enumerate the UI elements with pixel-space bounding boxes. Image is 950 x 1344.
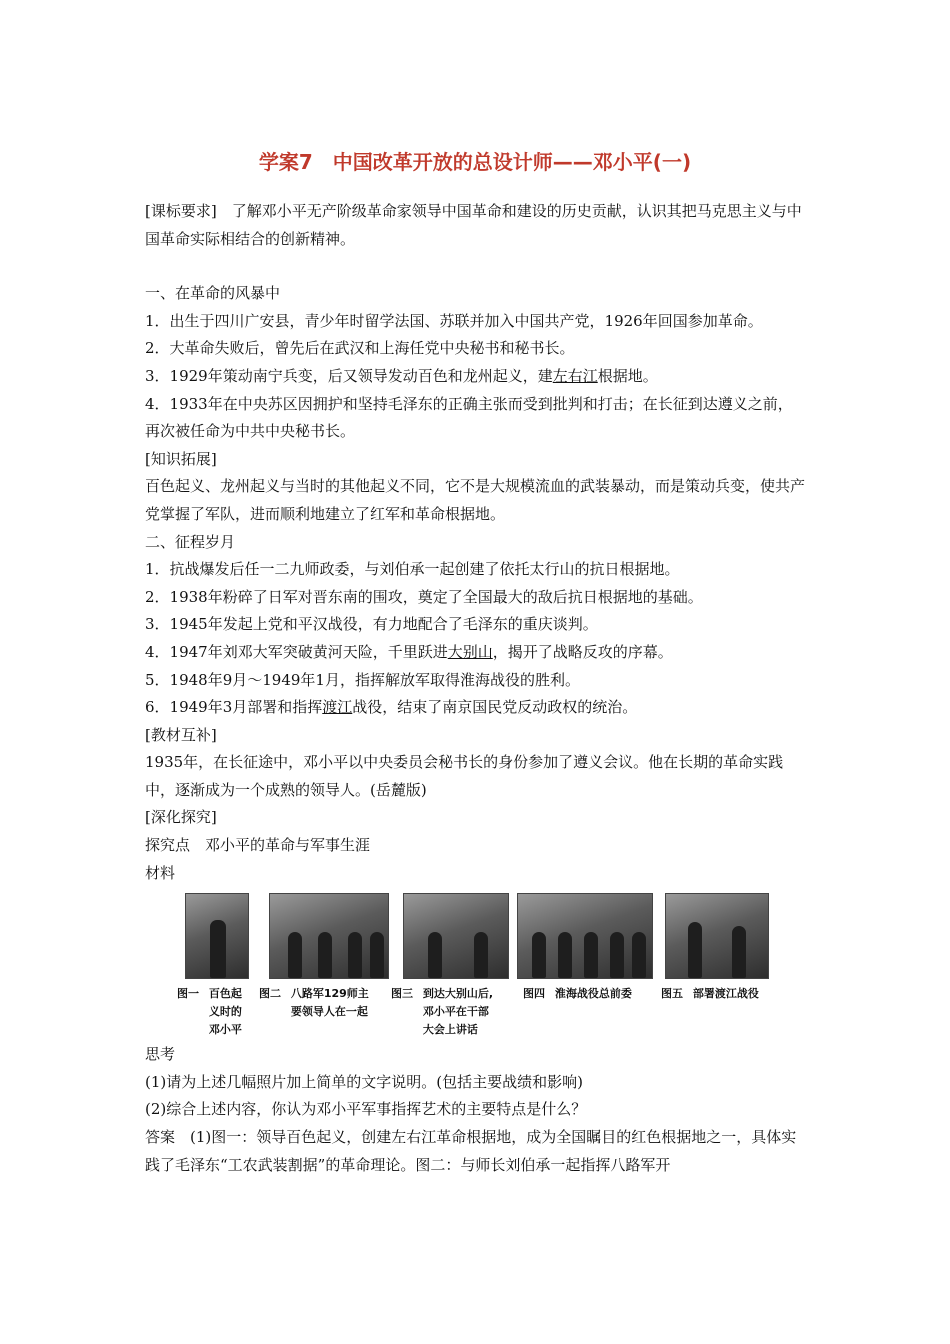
textbook-text: 1935年，在长征途中，邓小平以中央委员会秘书长的身份参加了遵义会议。他在长期的革命实践中，逐渐成为一个成熟的领导人。(岳麓版): [145, 753, 784, 799]
list-item: [145, 694, 805, 722]
list-item: 2．1938年粉碎了日军对晋东南的围攻，奠定了全国最大的敌后抗日根据地的基础。: [145, 587, 703, 606]
underlined-term: 左右江: [552, 366, 598, 385]
list-item: 4．1933年在中央苏区因拥护和坚持毛泽东的正确主张而受到批判和打击；在长征到达遵义之前，再次被任命为中共中央秘书长。: [145, 394, 793, 441]
text-segment: 战役，结束了南京国民党反动政权的统治。: [352, 698, 638, 717]
caption-line: 邓小平: [208, 1023, 242, 1037]
deep-label: [深化探究]: [145, 808, 217, 827]
figure-caption-2: [259, 985, 369, 1021]
figure-number: 图四: [523, 987, 545, 1001]
underlined-term: 大别山: [447, 642, 493, 661]
figure-caption-text: [209, 985, 242, 1039]
requirement-label: [课标要求]: [145, 202, 217, 220]
photo-1: [185, 893, 249, 979]
caption-line: 八路军129师主: [290, 987, 369, 1001]
caption-line: 义时的: [208, 1005, 242, 1019]
answer-text: 答案 (1)图一：领导百色起义，创建左右江革命根据地，成为全国瞩目的红色根据地之一，具体实践了毛泽东“工农武装割据”的革命理论。图二：与师长刘伯承一起指挥八路军开: [145, 1128, 797, 1174]
list-item: [145, 639, 805, 667]
underlined-term: 渡江: [322, 698, 353, 717]
figure-caption-text: [423, 985, 493, 1039]
photo-5: [665, 893, 769, 979]
list-item: [145, 363, 805, 391]
photo-2: [269, 893, 389, 979]
text-segment: 根据地。: [597, 366, 658, 385]
list-item: 2．大革命失败后，曾先后在武汉和上海任党中央秘书和秘书长。: [145, 339, 575, 358]
page-title: 学案7 中国改革开放的总设计师——邓小平(一): [258, 150, 692, 174]
caption-line: 部署渡江战役: [692, 987, 759, 1001]
photo-4: [517, 893, 653, 979]
caption-line: 淮海战役总前委: [554, 987, 632, 1001]
figure-caption-5: [661, 985, 759, 1003]
curriculum-requirement: [145, 198, 805, 253]
caption-line: 百色起: [208, 987, 242, 1001]
figure-number: 图五: [661, 987, 683, 1001]
material-label: 材料: [145, 863, 176, 882]
list-item: 3．1945年发起上党和平汉战役，有力地配合了毛泽东的重庆谈判。: [145, 615, 598, 634]
knowledge-expand-label: [知识拓展]: [145, 449, 217, 468]
textbook-label: [教材互补]: [145, 725, 217, 744]
caption-line: 大会上讲话: [422, 1023, 478, 1037]
requirement-text: 了解邓小平无产阶级革命家领导中国革命和建设的历史贡献，认识其把马克思主义与中国革命实际相结合的创新精神。: [145, 202, 802, 248]
figure-number: 图三: [391, 987, 413, 1001]
question-1: (1)请为上述几幅照片加上简单的文字说明。(包括主要战绩和影响): [145, 1072, 583, 1091]
document-body: [145, 198, 805, 1179]
photo-3: [403, 893, 509, 979]
list-item: 5．1948年9月～1949年1月，指挥解放军取得淮海战役的胜利。: [145, 670, 580, 689]
section-heading: 一、在革命的风暴中: [145, 284, 281, 303]
caption-line: 到达大别山后,: [422, 987, 494, 1001]
text-segment: ，揭开了战略反攻的序幕。: [492, 642, 673, 661]
inquiry-point: 探究点 邓小平的革命与军事生涯: [145, 836, 371, 855]
figure-caption-text: [291, 985, 369, 1021]
text-segment: 3．1929年策动南宁兵变，后又领导发动百色和龙州起义，建: [145, 366, 553, 385]
section-heading: 二、征程岁月: [145, 532, 236, 551]
caption-line: 邓小平在干部: [422, 1005, 489, 1019]
caption-line: 要领导人在一起: [290, 1005, 368, 1019]
text-segment: 4．1947年刘邓大军突破黄河天险，千里跃进: [145, 642, 448, 661]
list-item: 1．抗战爆发后任一二九师政委，与刘伯承一起创建了依托太行山的抗日根据地。: [145, 560, 680, 579]
list-item: 1．出生于四川广安县，青少年时留学法国、苏联并加入中国共产党，1926年回国参加革命。: [145, 311, 763, 330]
figure-caption-4: [523, 985, 632, 1003]
figure-number: 图一: [177, 987, 199, 1001]
figure-number: 图二: [259, 987, 281, 1001]
figure-caption-3: [391, 985, 493, 1039]
figure-caption-1: [177, 985, 242, 1039]
think-label: 思考: [145, 1045, 176, 1064]
text-segment: 6．1949年3月部署和指挥: [145, 698, 323, 717]
question-2: (2)综合上述内容，你认为邓小平军事指挥艺术的主要特点是什么？: [145, 1100, 587, 1119]
photo-strip: [145, 893, 805, 1041]
knowledge-expand-text: 百色起义、龙州起义与当时的其他起义不同，它不是大规模流血的武装暴动，而是策动兵变，使共产党掌握了军队，进而顺利地建立了红军和革命根据地。: [145, 477, 806, 523]
